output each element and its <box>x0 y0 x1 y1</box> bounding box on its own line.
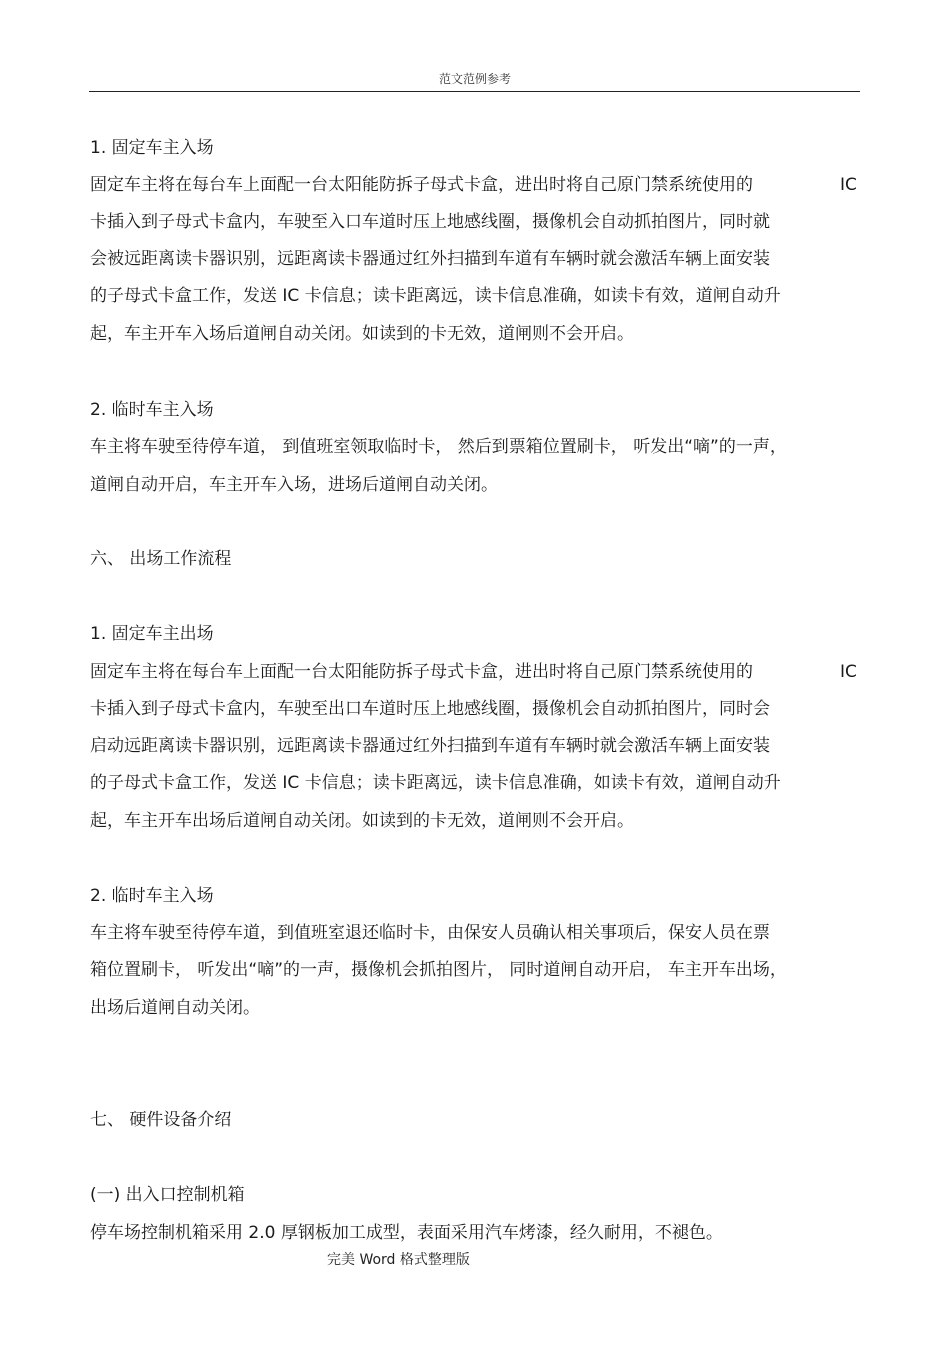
header-divider <box>89 91 860 92</box>
page-header: 范文范例参考 <box>438 72 511 86</box>
paragraph-line: 车主将车驶至待停车道，到值班室退还临时卡，由保安人员确认相关事项后，保安人员在票 <box>90 923 770 943</box>
paragraph-line: 卡插入到子母式卡盒内，车驶至出口车道时压上地感线圈，摄像机会自动抓拍图片，同时会 <box>90 699 770 719</box>
paragraph-line: 启动远距离读卡器识别，远距离读卡器通过红外扫描到车道有车辆时就会激活车辆上面安装 <box>90 736 770 756</box>
paragraph-line-tail: IC <box>840 175 857 195</box>
paragraph-line: 车主将车驶至待停车道， 到值班室领取临时卡， 然后到票箱位置刷卡， 听发出“嘀”的一声， <box>90 437 787 457</box>
page-footer: 完美 Word 格式整理版 <box>327 1252 470 1268</box>
paragraph-line: 停车场控制机箱采用 2.0 厚钢板加工成型，表面采用汽车烤漆，经久耐用，不褪色。 <box>90 1223 723 1243</box>
paragraph-line: 会被远距离读卡器识别，远距离读卡器通过红外扫描到车道有车辆时就会激活车辆上面安装 <box>90 249 770 269</box>
paragraph-line: 固定车主将在每台车上面配一台太阳能防拆子母式卡盒，进出时将自己原门禁系统使用的 <box>90 662 753 682</box>
subheading-control-box: (一) 出入口控制机箱 <box>90 1185 245 1205</box>
paragraph-line: 起，车主开车入场后道闸自动关闭。如读到的卡无效，道闸则不会开启。 <box>90 324 634 344</box>
paragraph-line: 卡插入到子母式卡盒内，车驶至入口车道时压上地感线圈，摄像机会自动抓拍图片，同时就 <box>90 212 770 232</box>
paragraph-line-tail: IC <box>840 662 857 682</box>
subheading-fixed-entry: 1. 固定车主入场 <box>90 138 214 158</box>
section-heading-hardware: 七、 硬件设备介绍 <box>90 1110 232 1130</box>
paragraph-line: 出场后道闸自动关闭。 <box>90 998 260 1018</box>
paragraph-line: 箱位置刷卡， 听发出“嘀”的一声，摄像机会抓拍图片， 同时道闸自动开启， 车主开车出场， <box>90 960 787 980</box>
subheading-temp-entry: 2. 临时车主入场 <box>90 400 214 420</box>
section-heading-exit: 六、 出场工作流程 <box>90 549 232 569</box>
paragraph-line: 起，车主开车出场后道闸自动关闭。如读到的卡无效，道闸则不会开启。 <box>90 811 634 831</box>
paragraph-line: 的子母式卡盒工作，发送 IC 卡信息；读卡距离远，读卡信息准确，如读卡有效，道闸自动升 <box>90 286 781 306</box>
paragraph-line: 固定车主将在每台车上面配一台太阳能防拆子母式卡盒，进出时将自己原门禁系统使用的 <box>90 175 753 195</box>
paragraph-line: 的子母式卡盒工作，发送 IC 卡信息；读卡距离远，读卡信息准确，如读卡有效，道闸自动升 <box>90 773 781 793</box>
subheading-fixed-exit: 1. 固定车主出场 <box>90 624 214 644</box>
paragraph-line: 道闸自动开启，车主开车入场，进场后道闸自动关闭。 <box>90 475 498 495</box>
subheading-temp-exit: 2. 临时车主入场 <box>90 886 214 906</box>
